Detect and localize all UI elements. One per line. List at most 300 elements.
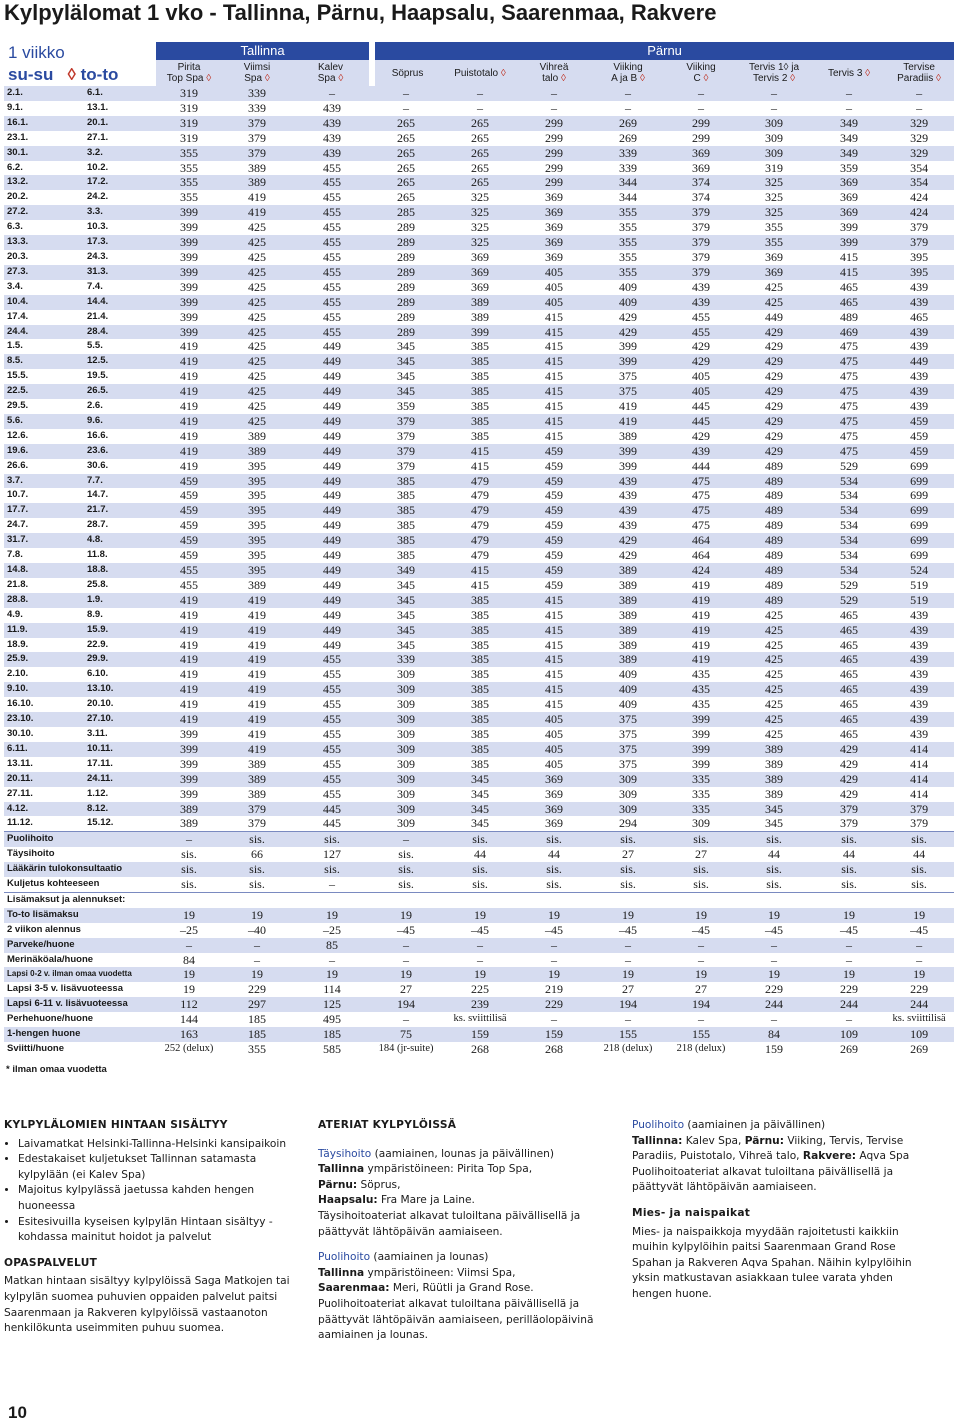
date-cell: 21.7. [84,503,156,518]
price-cell: 385 [471,697,490,712]
service-value: 44 [548,847,561,862]
extra-value: –25 [180,922,198,937]
price-cell: 409 [588,295,668,310]
extra-value: 218 (delux) [676,1043,726,1054]
extra-value: 155 [588,1027,668,1042]
price-cell: 439 [884,682,954,697]
extra-value: 112 [156,997,222,1012]
extra-value: – [734,938,814,953]
price-cell: 349 [840,130,859,145]
price-cell: 269 [588,116,668,131]
price-cell: 449 [323,488,342,503]
price-cell: 475 [840,339,859,354]
price-cell: 369 [520,235,588,250]
table-row [4,638,954,653]
included-list [4,1137,300,1246]
price-cell: 439 [910,667,929,682]
diamond-icon: ◊ [640,73,645,84]
price-cell: 455 [156,563,222,578]
price-cell: 429 [692,339,711,354]
extra-value: – [771,1012,778,1027]
price-cell: 409 [619,279,638,294]
table-row [4,265,954,280]
price-cell: 385 [471,637,490,652]
price-cell: 429 [734,384,814,399]
price-cell: 455 [292,712,372,727]
location-label: Pärnu: [318,1178,358,1191]
price-cell: 359 [397,399,416,414]
date-cell: 2.1. [4,86,84,101]
price-cell: 325 [471,220,490,235]
extra-value: 19 [372,967,440,982]
price-cell: 355 [734,235,814,250]
service-value: sis. [292,862,372,877]
price-cell: 429 [765,339,784,354]
extra-label: 2 viikon alennus [7,923,81,935]
service-value: sis. [911,877,927,892]
extra-value: 185 [222,1027,292,1042]
extra-label: Merinäköala/huone [7,953,94,965]
extra-value: –45 [397,922,416,937]
extra-value: 19 [440,967,520,982]
price-cell: 389 [619,637,638,652]
price-cell: 309 [397,816,416,831]
price-cell: 379 [814,802,884,817]
meal-location-line [318,1281,614,1297]
price-cell: 419 [180,458,198,473]
diamond-icon: ◊ [703,73,709,84]
price-cell: 369 [520,205,588,220]
price-cell: 449 [323,548,342,563]
price-cell: 395 [884,265,954,280]
price-cell: 475 [692,488,711,503]
table-row [4,787,954,802]
price-cell: 439 [884,384,954,399]
price-cell: 439 [619,488,638,503]
date-cell: 16.6. [87,429,109,441]
price-cell: 415 [520,593,588,608]
date-cell: 1.5. [7,340,23,352]
price-cell: 325 [471,190,490,205]
price-cell: 309 [734,116,814,131]
price-cell: 339 [588,146,668,161]
location-label: Tallinna [318,1163,365,1176]
price-cell: – [916,100,923,115]
price-cell: 455 [323,220,342,235]
extra-value: 184 (jr-suite) [378,1043,434,1054]
price-cell: 389 [156,802,222,817]
table-row [4,474,954,489]
full-board-label: Täysihoito [318,1147,372,1160]
extra-value: 268 [545,1042,564,1056]
price-cell: 429 [588,533,668,548]
price-cell: 425 [248,369,266,384]
extra-value: 229 [520,997,588,1012]
date-cell: 10.7. [7,489,29,501]
price-cell: 459 [520,533,588,548]
extra-value: 19 [440,908,520,923]
price-cell: 379 [248,816,266,831]
price-cell: 385 [471,428,490,443]
date-cell: 25.8. [87,578,109,590]
date-cell: 12.5. [84,354,156,369]
price-cell: 425 [248,339,266,354]
price-cell: 465 [840,637,859,652]
date-cell: 31.7. [4,533,84,548]
table-row [4,86,954,101]
date-cell: 7.8. [7,549,23,561]
diamond-icon: ◊ [561,73,566,84]
price-cell: – [403,100,410,115]
price-cell: 424 [668,563,734,578]
price-cell: 399 [668,712,734,727]
price-cell: 424 [910,190,929,205]
price-cell: 399 [156,772,222,787]
price-cell: 389 [222,175,292,190]
price-cell: 369 [520,772,588,787]
extra-label: Perhehuone/huone [7,1013,94,1025]
price-cell: 385 [471,339,490,354]
extra-label: Lapsi 0-2 v. ilman omaa vuodetta [4,967,156,982]
price-cell: 425 [734,652,814,667]
price-cell: 439 [910,339,929,354]
price-cell: 339 [372,652,440,667]
price-cell: 419 [222,682,292,697]
price-cell: 319 [765,160,784,175]
city-tallinna: Tallinna: [632,1134,683,1147]
price-cell: 309 [372,742,440,757]
extra-value: 144 [180,1012,198,1027]
price-cell: 419 [156,623,222,638]
price-cell: 424 [884,205,954,220]
extra-value: – [698,952,705,967]
price-cell: 399 [180,220,198,235]
service-value: sis. [766,877,782,892]
price-cell: 395 [222,533,292,548]
meal-location-line [318,1162,614,1178]
extra-row [4,923,954,938]
service-value: sis. [222,862,292,877]
date-cell: 27.1. [87,131,109,143]
price-cell: 425 [222,295,292,310]
price-cell: 489 [734,593,814,608]
date-cell: 6.3. [7,221,23,233]
service-row [4,832,954,847]
date-cell: 23.6. [84,444,156,459]
price-cell: 419 [668,652,734,667]
price-cell: 325 [734,205,814,220]
price-cell: 459 [520,563,588,578]
table-row [4,250,954,265]
date-cell: 6.1. [84,86,156,101]
extra-value: 27 [695,982,708,997]
price-cell: 414 [910,786,929,801]
price-cell: 439 [884,325,954,340]
price-cell: – [372,86,440,101]
extra-value: 19 [668,967,734,982]
price-cell: 425 [222,265,292,280]
price-cell: 449 [292,533,372,548]
price-cell: 415 [545,637,564,652]
price-cell: 449 [292,414,372,429]
extra-value: 125 [292,997,372,1012]
date-cell: 8.5. [4,354,84,369]
service-value: – [156,832,222,847]
price-cell: 389 [734,742,814,757]
service-value: sis. [156,862,222,877]
price-cell: 385 [440,742,520,757]
extra-value: 19 [588,908,668,923]
table-row [4,518,954,533]
price-cell: 415 [545,607,564,622]
date-cell: 6.11. [4,742,84,757]
price-cell: 415 [840,249,859,264]
service-label: Kuljetus kohteeseen [7,878,100,890]
price-cell: 399 [180,279,198,294]
extra-value: 19 [156,967,222,982]
service-value: sis. [734,862,814,877]
table-row [4,757,954,772]
service-value: sis. [814,862,884,877]
hotel-name-line: Pirita [177,62,201,73]
price-cell: 269 [619,130,638,145]
price-cell: 439 [668,295,734,310]
price-cell: 479 [440,474,520,489]
price-cell: 425 [248,249,266,264]
price-cell: 335 [692,786,711,801]
price-cell: 379 [668,205,734,220]
price-cell: 699 [884,474,954,489]
price-cell: 379 [910,816,929,831]
service-value: sis. [693,877,709,892]
price-cell: 395 [248,518,266,533]
price-cell: 379 [372,414,440,429]
extra-value: 194 [588,997,668,1012]
price-cell: 369 [734,265,814,280]
service-value: sis. [668,862,734,877]
price-cell: 445 [323,816,342,831]
price-cell: 455 [292,742,372,757]
hotel-header [668,60,734,86]
table-row [4,175,954,190]
extra-value: 495 [323,1012,342,1027]
price-cell: 265 [372,175,440,190]
extra-value: 159 [520,1027,588,1042]
price-cell: 375 [588,712,668,727]
extra-value: – [814,938,884,953]
price-cell: 414 [910,756,929,771]
price-cell: 309 [372,802,440,817]
service-value: sis. [620,877,636,892]
price-cell: 429 [692,428,711,443]
service-value: sis. [398,877,414,892]
price-cell: 459 [884,444,954,459]
price-cell: 309 [372,712,440,727]
service-value: sis. [440,832,520,847]
price-cell: 309 [588,772,668,787]
service-value: sis. [814,832,884,847]
price-cell: 325 [734,175,814,190]
hotel-name-line: Vihreä [539,62,569,73]
price-cell: 449 [323,399,342,414]
date-cell: 13.10. [84,682,156,697]
hotel-name-line: talo ◊ [542,73,566,84]
price-cell: 429 [619,548,638,563]
price-cell: 389 [734,772,814,787]
price-cell: 435 [692,667,711,682]
meal-location-line [318,1266,614,1282]
price-cell: 329 [884,146,954,161]
price-cell: 389 [765,786,784,801]
price-cell: 455 [292,205,372,220]
city-parnu-header: Pärnu [372,42,954,60]
price-cell: 455 [292,652,372,667]
price-cell: 385 [440,593,520,608]
price-cell: 309 [765,130,784,145]
price-cell: 385 [397,488,416,503]
date-cell: 29.9. [84,652,156,667]
date-cell: 1.12. [87,787,109,799]
date-cell: 4.12. [4,802,84,817]
price-cell: 439 [323,130,342,145]
price-cell: 415 [471,458,490,473]
price-cell: 395 [222,503,292,518]
date-cell: 27.2. [4,205,84,220]
extra-row [4,908,954,923]
hotel-name-line: Viiking [613,62,643,73]
price-cell: 309 [397,697,416,712]
price-cell: 534 [814,474,884,489]
price-cell: 425 [734,682,814,697]
price-cell: 369 [545,190,564,205]
price-cell: 395 [248,488,266,503]
extra-value: 269 [840,1042,859,1056]
table-row [4,101,954,116]
price-cell: 399 [692,726,711,741]
date-cell: 30.1. [4,146,84,161]
price-cell: 385 [440,384,520,399]
extra-value: 19 [222,967,292,982]
price-cell: 415 [520,325,588,340]
extra-value: –25 [323,922,342,937]
price-cell: 289 [397,220,416,235]
price-cell: 395 [248,548,266,563]
price-cell: 399 [156,235,222,250]
price-cell: 355 [619,249,638,264]
extra-label: Parveke/huone [4,938,156,953]
price-cell: 379 [910,220,929,235]
price-cell: 265 [440,175,520,190]
price-cell: 345 [765,816,784,831]
price-cell: 419 [222,593,292,608]
hotel-name-line: Paradiis ◊ [897,73,941,84]
price-cell: 309 [372,682,440,697]
date-cell: 6.10. [87,668,109,680]
diamond-icon: ◊ [53,65,81,84]
extra-value: 19 [520,908,588,923]
price-cell: 309 [588,802,668,817]
price-cell: 265 [471,130,490,145]
price-cell: 534 [814,533,884,548]
date-cell: 3.2. [84,146,156,161]
service-value: sis. [398,847,414,862]
text-part: Aqva Spa Puolihoitoateriat alkavat tuloiltana päivällisellä ja päättyvät lähtöpäivän aamiaiseen. [632,1150,910,1194]
table-row [4,563,954,578]
price-cell: 459 [520,503,588,518]
price-cell: 459 [180,488,198,503]
price-cell: 375 [619,369,638,384]
price-cell: 389 [222,772,292,787]
price-cell: 445 [292,802,372,817]
price-cell: 465 [840,726,859,741]
service-value: sis. [222,832,292,847]
price-cell: 459 [520,444,588,459]
guide-heading: OPASPALVELUT [4,1256,98,1269]
price-cell: 479 [440,533,520,548]
price-cell: 425 [734,295,814,310]
date-cell: 10.2. [87,161,109,173]
price-cell: 429 [765,369,784,384]
service-label: Täysihoito [7,848,55,860]
price-cell: 399 [156,325,222,340]
price-cell: 429 [619,309,638,324]
price-cell: 289 [397,249,416,264]
extra-value: – [698,1012,705,1027]
extra-value: 244 [734,997,814,1012]
table-row [4,310,954,325]
extra-value: 19 [588,967,668,982]
price-cell: 419 [692,637,711,652]
meal-location-line [318,1193,614,1209]
service-value: 66 [251,847,263,862]
price-cell: 444 [692,458,711,473]
price-cell: 294 [619,816,638,831]
table-row [4,190,954,205]
price-cell: 309 [397,667,416,682]
price-cell: 455 [323,667,342,682]
extra-value: 585 [323,1042,342,1056]
extra-value: – [625,952,632,967]
price-cell: 429 [734,444,814,459]
price-cell: 459 [545,458,564,473]
price-cell: 429 [814,742,884,757]
price-cell: 524 [884,563,954,578]
price-cell: 489 [734,563,814,578]
price-cell: 429 [734,354,814,369]
price-cell: 455 [292,235,372,250]
week-title-cell [4,42,156,86]
price-cell: – [625,100,632,115]
date-cell: 24.3. [87,250,109,262]
table-row [4,384,954,399]
extra-row [4,982,954,997]
price-cell: 455 [292,175,372,190]
price-cell: 289 [372,325,440,340]
extra-value: 75 [372,1027,440,1042]
price-cell: 389 [248,786,266,801]
price-cell: 339 [222,86,292,101]
price-cell: 429 [840,756,859,771]
extra-value: 194 [372,997,440,1012]
date-cell: 22.5. [4,384,84,399]
date-cell: 9.10. [4,682,84,697]
date-cell: 15.9. [84,623,156,638]
extra-value: – [520,938,588,953]
half-board-label: Puolihoito [318,1251,371,1264]
price-cell: 344 [588,175,668,190]
half-board-note: Puolihoitoateriat alkavat tuloiltana päivällisellä ja päättyvät lähtöpäivän aamiaiseen, perilläolopäivinä aamiainen ja lounas. [318,1297,594,1342]
extra-row [4,953,954,968]
